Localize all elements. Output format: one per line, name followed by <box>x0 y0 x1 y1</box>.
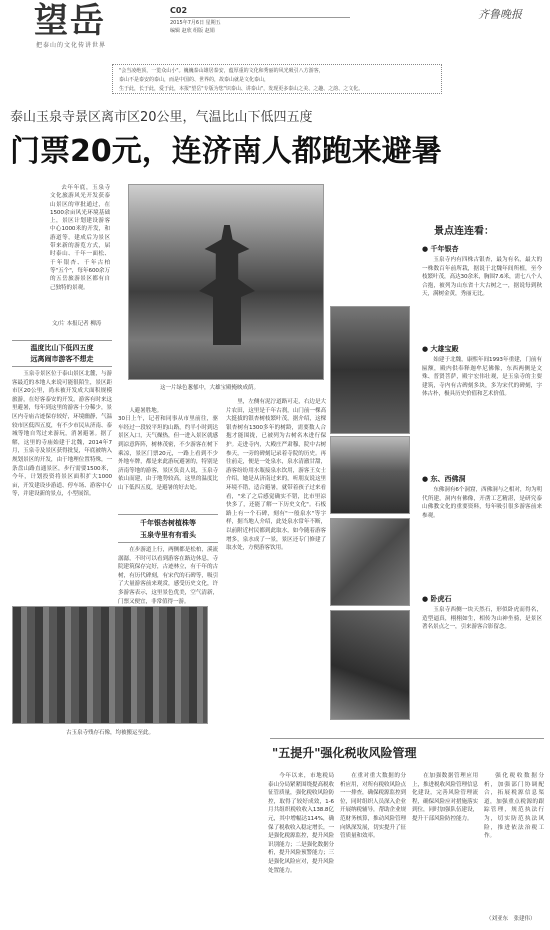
sidebar-item-title: ● 大雄宝殿 <box>422 345 459 353</box>
sidebar-item-tiger-rock <box>422 594 542 696</box>
temple-photo <box>128 184 324 380</box>
masthead <box>0 0 550 56</box>
masthead-slogan: 把泰山的文化传讲世界 <box>36 42 107 49</box>
subhead-temperature: 温度比山下低四五度 <box>30 344 94 352</box>
motto-line: 泰山不是泰安的泰山，而是中国的、世界的，故泰山就是文化泰山， <box>119 77 270 83</box>
column-2a-text: 人避暑胜地。 30日上午，记者和同事从市里前往，驱车经过一段较平坦的山路，约半小时到达景区入口，天气燥热，但一进入景区就感到凉意阵阵，树林茂密，不少游客在树下乘凉，景区门票20元，一路上看到不少外地车牌，都是来此游玩避暑的，特别是济南等地的游客，景区负责人说，玉泉寺依山而建，由于地势较高，这里的温度比山下低四五度，是避暑的好去处。 <box>118 407 218 491</box>
sidebar-item-text: 玉泉寺西侧一块天然石，形似卧虎而得名，造型逼真，栩栩如生，相传为山神坐骑，是景区著名景点之一，引来游客合影留念。 <box>422 607 542 631</box>
policy-column-2 <box>340 772 406 922</box>
sidebar-item-text: 东佛洞有6个洞窟，西佛洞与之相对，均为明代所建，洞内有佛像，开凿工艺精湛，是研究泰山佛教文化的重要资料，每年吸引很多游客前来参观。 <box>422 487 542 519</box>
policy-column-1-text: 今年以来，市地税局泰山分局紧紧围绕提高税收征管质量，强化税收风险防控，取得了较好成效，1-6月共组织税收收入138.8亿元，其中增幅达114%，确保了税收收入稳定增长，一是强化税源监控，提升风险识别能力；二是强化数据分析，提升风险预警能力；三是强化风险应对，提升风险处置能力。 <box>268 773 334 874</box>
policy-column-1 <box>268 772 334 922</box>
policy-column-3 <box>412 772 478 922</box>
policy-column-4-text: 强化税收数据分析，加强部门协调配合，拓展税源信息渠道，加强重点税源的跟踪管理，规范执法行为，切实防范执法风险，推进依法治税工作。 <box>484 773 544 840</box>
statues-photo-caption: 古玉泉寺残存石像，均被搬运至此。 <box>65 730 154 736</box>
subhead-rule <box>12 366 112 367</box>
policy-column-3-text: 在加强数据管理应用上，推进税收风险管理信息化建设，完善风险管理流程，确保风险应对措施落实到位，同时加强队伍建设，提升干部风险防控能力。 <box>412 773 478 822</box>
column-2b-text: 在步游道上行，两侧都是松柏，溪流潺潺，不时可以看到游客在路边休息，寺院建筑保存完好，古迹林立，有千年的古树，有历代碑刻，有宋代的石碑等，吸引了大量游客前来观赏，感受历史文化，许多游客表示，这里景色优美，空气清新，门票又便宜，非常值得一游。 <box>118 547 218 605</box>
motto-box <box>112 64 442 94</box>
sidebar-item-hall <box>422 344 542 454</box>
sidebar <box>330 184 544 724</box>
masthead-divider <box>170 17 350 18</box>
sidebar-item-title: ● 千年银杏 <box>422 245 459 253</box>
article-kicker: 泰山玉泉寺景区离市区20公里，气温比山下低四五度 <box>10 110 313 125</box>
article-byline: 文/片 本报记者 柳涛 <box>52 321 102 327</box>
article-headline: 门票20元，连济南人都跑来避暑 <box>10 134 442 169</box>
issue-date: 2015年7月6日 星期五 <box>170 20 221 26</box>
subhead-ginkgo-2: 玉泉寺里有有看头 <box>140 531 196 539</box>
sidebar-item-text: 始建于北魏，康熙年间1993年重建，门前有匾额，殿内供奉释迦牟尼佛像，东西两侧是文殊、普贤菩萨，殿宇宏伟壮观，是玉泉寺的主要建筑，寺内有古碑刻多块，多为宋代的碑刻，字体古朴，极具历史价值和艺术价值。 <box>422 357 542 398</box>
article-column-2a <box>118 398 218 498</box>
sidebar-photo-hall <box>330 436 410 514</box>
masthead-logo: 望岳 <box>34 1 106 41</box>
policy-column-4 <box>484 772 544 912</box>
subhead-rule <box>12 340 112 341</box>
subhead-temperature-2: 远离闹市游客不想走 <box>30 355 94 363</box>
policy-byline: （刘亚东 张建伟） <box>486 916 536 922</box>
page-number: C02 <box>170 6 188 15</box>
paper-name: 齐鲁晚报 <box>478 8 522 21</box>
sidebar-photo-ginkgo <box>330 306 410 434</box>
temple-photo-caption: 这一片绿色葱郁中，大雄宝殿掩映成荫。 <box>160 385 260 391</box>
sidebar-title: 景点连连看： <box>434 226 494 237</box>
motto-line: 生于此，长于此，爱于此，本报"望岳"专版为您"识泰山、讲泰山"，发现更多泰山之美、之趣、之韵、之文化。 <box>119 86 364 92</box>
article-lead <box>50 184 110 316</box>
lead-text: 去年年底，玉泉寺文化旅游风光开发获泰山景区的审批通过，在1500余亩风光环境基础上，景区计划建设游客中心1000米的开发，和游道等，建成后为景区带来新的游览方式，届时泰山、千年一面松、千年银杏、千年古柏等"五个"，每年600余万的五岳旅游景区都有自己独特的景观。 <box>50 185 110 291</box>
sidebar-photo-rock <box>330 610 410 720</box>
statues-photo <box>12 606 208 724</box>
sidebar-item-caves <box>422 474 542 584</box>
section-divider <box>270 738 544 739</box>
article-column-3 <box>226 398 326 708</box>
policy-headline: "五提升"强化税收风险管理 <box>272 746 417 760</box>
subhead-rule <box>118 542 218 543</box>
editors: 编辑 赵欣 组版 赵娟 <box>170 28 215 34</box>
sidebar-photo-cave <box>330 518 410 606</box>
sidebar-item-ginkgo <box>422 244 542 338</box>
sidebar-item-text: 玉泉寺内有四株古银杏，最为有名，最大的一株数百年前所栽，据说于北魏年间所植，至今枝繁叶茂，高达30余米，胸围7.6米，需七八个人合抱，被列为山东省十大古树之一，据说每到秋天，满树金黄，秀丽无比。 <box>422 257 542 298</box>
policy-column-2-text: 在重对重大数据的分析应用，对所有税收风险点一一排查，确保税源监控到位，同时组织人员深入企业开展纳税辅导，帮助企业规范财务核算，推动风险管理向纵深发展，切实提升了征管质量和效率。 <box>340 773 406 840</box>
subhead-rule <box>118 514 218 515</box>
subhead-ginkgo: 千年银杏树植株等 <box>140 519 196 527</box>
pagoda-silhouette <box>199 225 255 345</box>
article-column-1 <box>12 370 112 588</box>
column-3-text: 里，左侧有泥泞道路可走，右边是大片农田，这里是千年古刹，山门前一棵高大挺拔的银杏树枝繁叶茂，据介绍，这棵银杏树有1300多年的树龄，需要数人合抱才能围拢，已被列为古树名木进行保护。走进寺内，大殿庄严肃穆，院中古树参天，一旁的碑刻记录着寺院的历史。再往前走，便是一处泉水，泉水清澈甘甜，游客纷纷用水瓶接泉水饮用，游客王女士介绍，她是从济南过来的，听朋友说这里环境不错，适合避暑，就带着孩子过来看看，"来了之后感觉确实不错，比市里凉快多了，还能了解一下历史文化"。石板路上有一个石碑，刻有"一般泉水"等字样，据当地人介绍，此处泉水常年不断，以前附近村民都到此取水，如今随着游客增多，泉水成了一景，景区还专门修建了取水处，方便游客饮用。 <box>226 399 326 552</box>
sidebar-item-title: ● 卧虎石 <box>422 595 452 603</box>
column-1-text: 玉泉寺景区位于泰山景区北麓，与游客最近的本地人来说可能很陌生，景区距市区20公里，尚未被开发成大面积规模旅游，在好客泰安的开发，游客有时来这里避暑，每年到这里的游客十分稀少，景区内寺庙古迹保存较好，环境幽静，气温较市区低四五度，有不少市民从济南、泰城等地自驾过来游玩，消暑避暑。据了解，这里的寺庙始建于北魏，2014年7月，玉泉寺及景区获得批复，年底被纳入规划景区的开发，由于地理位置特殊，一条盘山路直通景区，步行需要1500米，今年，计划投资将景区面积扩大1000亩，开发建设步游道、停车场、游客中心等，并建设新的景点，小型展馆。 <box>12 371 112 498</box>
sidebar-item-title: ● 东、西佛洞 <box>422 475 466 483</box>
motto-line: "会当凌绝顶，一览众山小"。巍巍泰山雄居泰安，蕴厚重的文化和秀丽的风光吸引八方游客， <box>119 68 324 74</box>
